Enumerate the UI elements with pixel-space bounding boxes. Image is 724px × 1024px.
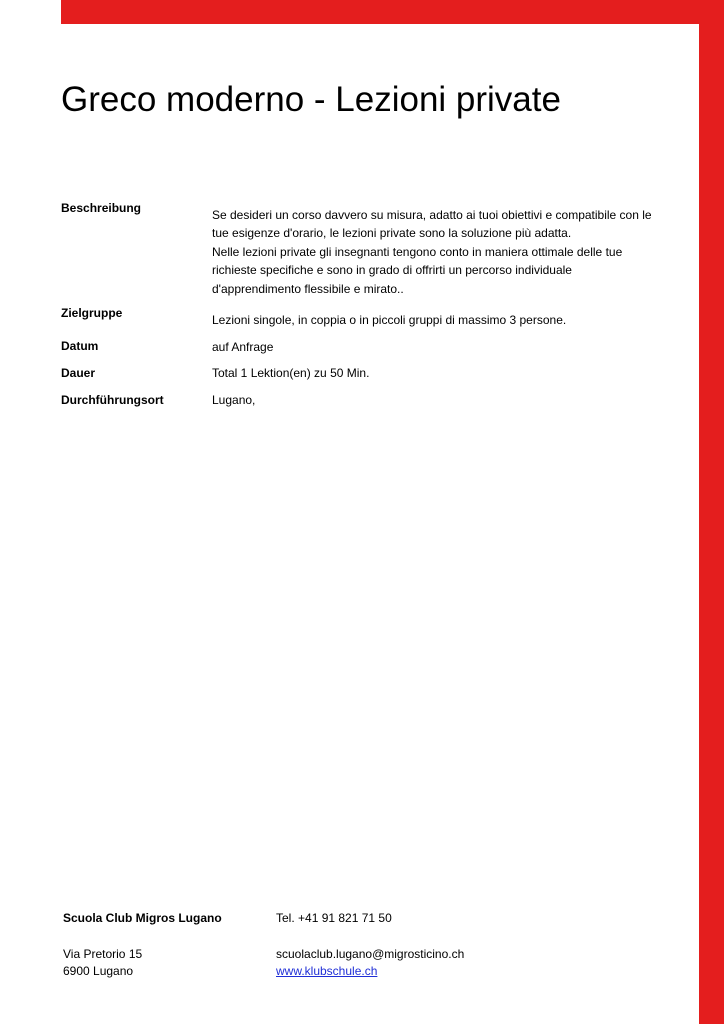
footer-website-link[interactable]: www.klubschule.ch <box>276 964 378 978</box>
footer-street: Via Pretorio 15 <box>63 947 143 961</box>
label-durchfuehrungsort: Durchführungsort <box>61 393 164 407</box>
footer-email: scuolaclub.lugano@migrosticino.ch <box>276 947 465 961</box>
label-zielgruppe: Zielgruppe <box>61 306 123 320</box>
description-line: Nelle lezioni private gli insegnanti tengono conto in maniera ottimale delle tue <box>212 244 623 259</box>
description-line: tue esigenze d'orario, le lezioni private sono la soluzione più adatta. <box>212 226 572 241</box>
red-right-bar <box>699 0 724 1024</box>
page-title: Greco moderno - Lezioni private <box>61 80 561 119</box>
description-line: Se desideri un corso davvero su misura, adatto ai tuoi obiettivi e compatibile con le <box>212 208 652 222</box>
description-line: d'apprendimento flessibile e mirato.. <box>212 281 404 296</box>
label-beschreibung: Beschreibung <box>61 201 142 215</box>
value-zielgruppe: Lezioni singole, in coppia o in piccoli gruppi di massimo 3 persone. <box>212 313 567 327</box>
value-durchfuehrungsort: Lugano, <box>212 393 256 407</box>
value-dauer: Total 1 Lektion(en) zu 50 Min. <box>212 366 370 380</box>
label-dauer: Dauer <box>61 366 96 380</box>
description-line: richieste specifiche e sono in grado di offrirti un percorso individuale <box>212 263 572 278</box>
label-datum: Datum <box>61 339 99 353</box>
value-beschreibung <box>212 206 672 298</box>
value-datum: auf Anfrage <box>212 340 274 354</box>
footer-city: 6900 Lugano <box>63 964 134 978</box>
footer-org-name: Scuola Club Migros Lugano <box>63 911 222 925</box>
red-top-bar <box>61 0 724 24</box>
footer-phone: Tel. +41 91 821 71 50 <box>276 911 392 925</box>
